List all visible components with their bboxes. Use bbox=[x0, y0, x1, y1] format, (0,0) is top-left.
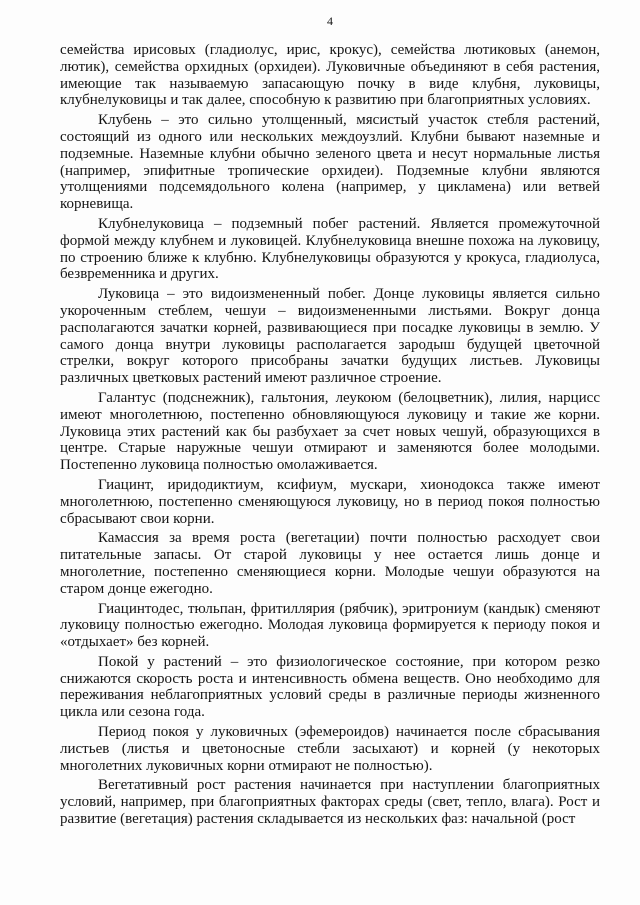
paragraph-continuation: семейства ирисовых (гладиолус, ирис, крокус), семейства лютиковых (анемон, лютик), семейства орхидных (орхидеи). Луковичные объединяют в себя растения, имеющие так называемую запасающую почку в виде клубня, луковицы, клубнелуковицы и так далее, способную к развитию при благоприятных условиях. bbox=[60, 42, 600, 109]
paragraph-tuber: Клубень – это сильно утолщенный, мясистый участок стебля растений, состоящий из одного или нескольких междоузлий. Клубни бывают наземные и подземные. Наземные клубни обычно зеленого цвета и несут нормальные листья (например, эпифитные тропические орхидеи). Подземные клубни являются утолщениями подсемядольного колена (например, у цикламена) или ветвей корневища. bbox=[60, 112, 600, 213]
paragraph-hyacinth: Гиацинт, иридодиктиум, ксифиум, мускари, хионодокса также имеют многолетнюю, постепенно сменяющуюся луковицу, но в период покоя полностью сбрасывают свои корни. bbox=[60, 476, 600, 527]
paragraph-tulip: Гиацинтодес, тюльпан, фритиллярия (рябчик), эритрониум (кандык) сменяют луковицу полностью ежегодно. Молодая луковица формируется к периоду покоя и «отдыхает» без корней. bbox=[60, 600, 600, 651]
document-body bbox=[60, 42, 600, 828]
paragraph-corm: Клубнелуковица – подземный побег растений. Является промежуточной формой между клубнем и луковицей. Клубнелуковица внешне похожа на луковицу, по строению ближе к клубню. Клубнелуковицы образуются у крокуса, гладиолуса, безвременника и других. bbox=[60, 215, 600, 283]
paragraph-galanthus: Галантус (подснежник), гальтония, леукоюм (белоцветник), лилия, нарцисс имеют многолетнюю, постепенно обновляющуюся луковицу и такие же корни. Луковица этих растений как бы разбухает за счет новых чешуй, образующихся в центре. Старые наружные чешуи отмирают и заменяются более молодыми. Постепенно луковица полностью омолаживается. bbox=[60, 389, 600, 474]
page-number: 4 bbox=[327, 14, 333, 28]
paragraph-bulb: Луковица – это видоизмененный побег. Донце луковицы является сильно укороченным стеблем, чешуи – видоизмененными листьями. Вокруг донца располагаются зачатки корней, развивающиеся при посадке луковицы в землю. У самого донца внутри луковицы располагается зародыш будущей цветочной стрелки, вокруг которого присобраны зачатки будущих листьев. Луковицы различных цветковых растений имеют различное строение. bbox=[60, 286, 600, 387]
paragraph-vegetative-growth: Вегетативный рост растения начинается при наступлении благоприятных условий, например, при благоприятных факторах среды (свет, тепло, влага). Рост и развитие (вегетация) растения складывается из нескольких фаз: начальной (рост bbox=[60, 777, 600, 828]
paragraph-camassia: Камассия за время роста (вегетации) почти полностью расходует свои питательные запасы. От старой луковицы у нее остается лишь донце и многолетние, постепенно сменяющиеся корни. Молодые чешуи образуются на старом донце ежегодно. bbox=[60, 530, 600, 597]
paragraph-dormancy-period: Период покоя у луковичных (эфемероидов) начинается после сбрасывания листьев (листья и цветоносные стебли засыхают) и корней (у некоторых многолетних луковичных корни отмирают не полностью). bbox=[60, 724, 600, 774]
paragraph-dormancy: Покой у растений – это физиологическое состояние, при котором резко снижаются скорость роста и интенсивность обмена веществ. Оно необходимо для переживания неблагоприятных условий среды в различные периоды жизненного цикла или сезона года. bbox=[60, 653, 600, 721]
